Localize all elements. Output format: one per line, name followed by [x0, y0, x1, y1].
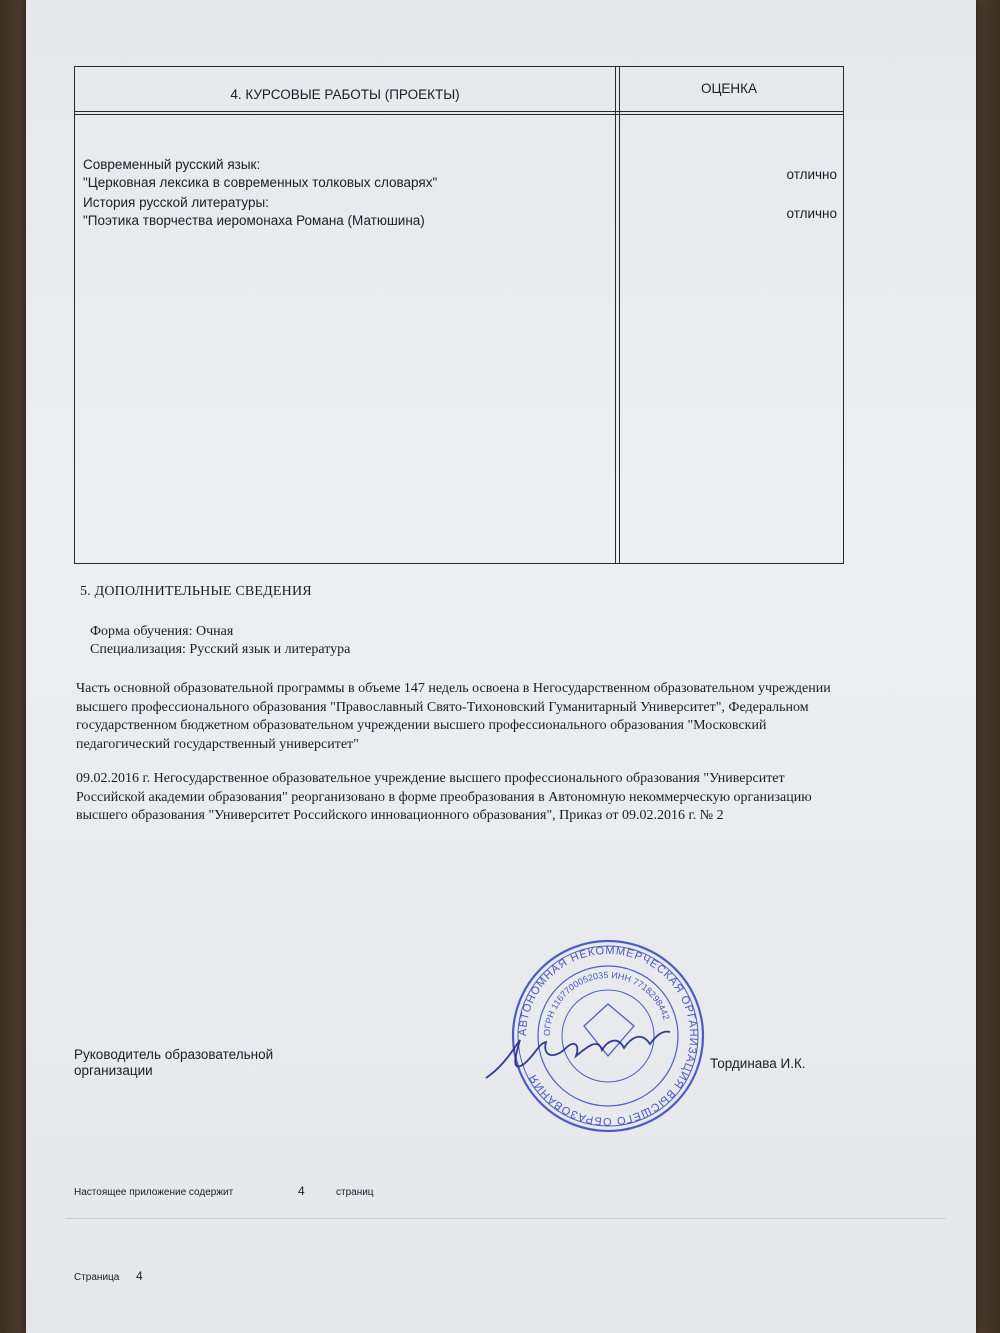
- coursework-header: 4. КУРСОВЫЕ РАБОТЫ (ПРОЕКТЫ): [230, 87, 460, 102]
- section5-title: 5. ДОПОЛНИТЕЛЬНЫЕ СВЕДЕНИЯ: [80, 584, 312, 599]
- table-column-divider: [619, 67, 620, 563]
- official-stamp: [484, 936, 714, 1136]
- study-form: Форма обучения: Очная: [90, 624, 234, 639]
- reorganization-paragraph: 09.02.2016 г. Негосударственное образовательное учреждение высшего профессионального образования "Университет Российской академии образования" реорганизовано в форме преобразования в Автономную некоммерческую организацию высшего образования "Университет Российского инновационного образования", Приказ от 09.02.2016 г. № 2: [76, 771, 812, 823]
- footer-divider: [66, 1218, 946, 1219]
- course-subject: Современный русский язык:: [83, 157, 261, 172]
- course-title: "Церковная лексика в современных толковых словарях": [83, 175, 438, 190]
- coursework-table: [74, 66, 844, 564]
- page-number: 4: [136, 1269, 143, 1283]
- appendix-page-count: 4: [298, 1184, 305, 1198]
- document-page: [26, 0, 976, 1333]
- signatory-name: Тординава И.К.: [710, 1056, 806, 1071]
- program-paragraph: Часть основной образовательной программы в объеме 147 недель освоена в Негосударственном образовательном учреждении высшего профессионального образования "Православный Свято-Тихоновский Гуманитарный Университет", Федеральном государственном бюджетном образовательном учреждении высшего профессионального образования "Московский педагогический государственный университет": [76, 681, 831, 752]
- svg-text:ОГРН 1167700052035 ИНН 7718298: [542, 970, 672, 1036]
- page-label: Страница: [74, 1272, 120, 1283]
- course-grade: отлично: [786, 206, 837, 221]
- table-column-divider: [615, 67, 616, 563]
- course-grade: отлично: [786, 167, 837, 182]
- appendix-page-unit: страниц: [336, 1187, 374, 1198]
- stamp-inner-text: ОГРН 1167700052035 ИНН 7718298442: [541, 969, 672, 1037]
- signatory-title: Руководитель образовательной организации: [74, 1047, 274, 1078]
- course-title: "Поэтика творчества иеромонаха Романа (Матюшина): [83, 213, 425, 228]
- table-divider: [75, 114, 843, 115]
- course-subject: История русской литературы:: [83, 195, 269, 210]
- stamp-outer-text: АВТОНОМНАЯ НЕКОММЕРЧЕСКАЯ ОРГАНИЗАЦИЯ ВЫСШЕГО ОБРАЗОВАНИЯ: [516, 944, 700, 1128]
- table-divider: [75, 111, 843, 112]
- appendix-note: Настоящее приложение содержит: [74, 1187, 234, 1198]
- specialization: Специализация: Русский язык и литература: [90, 642, 351, 657]
- grade-header: ОЦЕНКА: [700, 81, 758, 96]
